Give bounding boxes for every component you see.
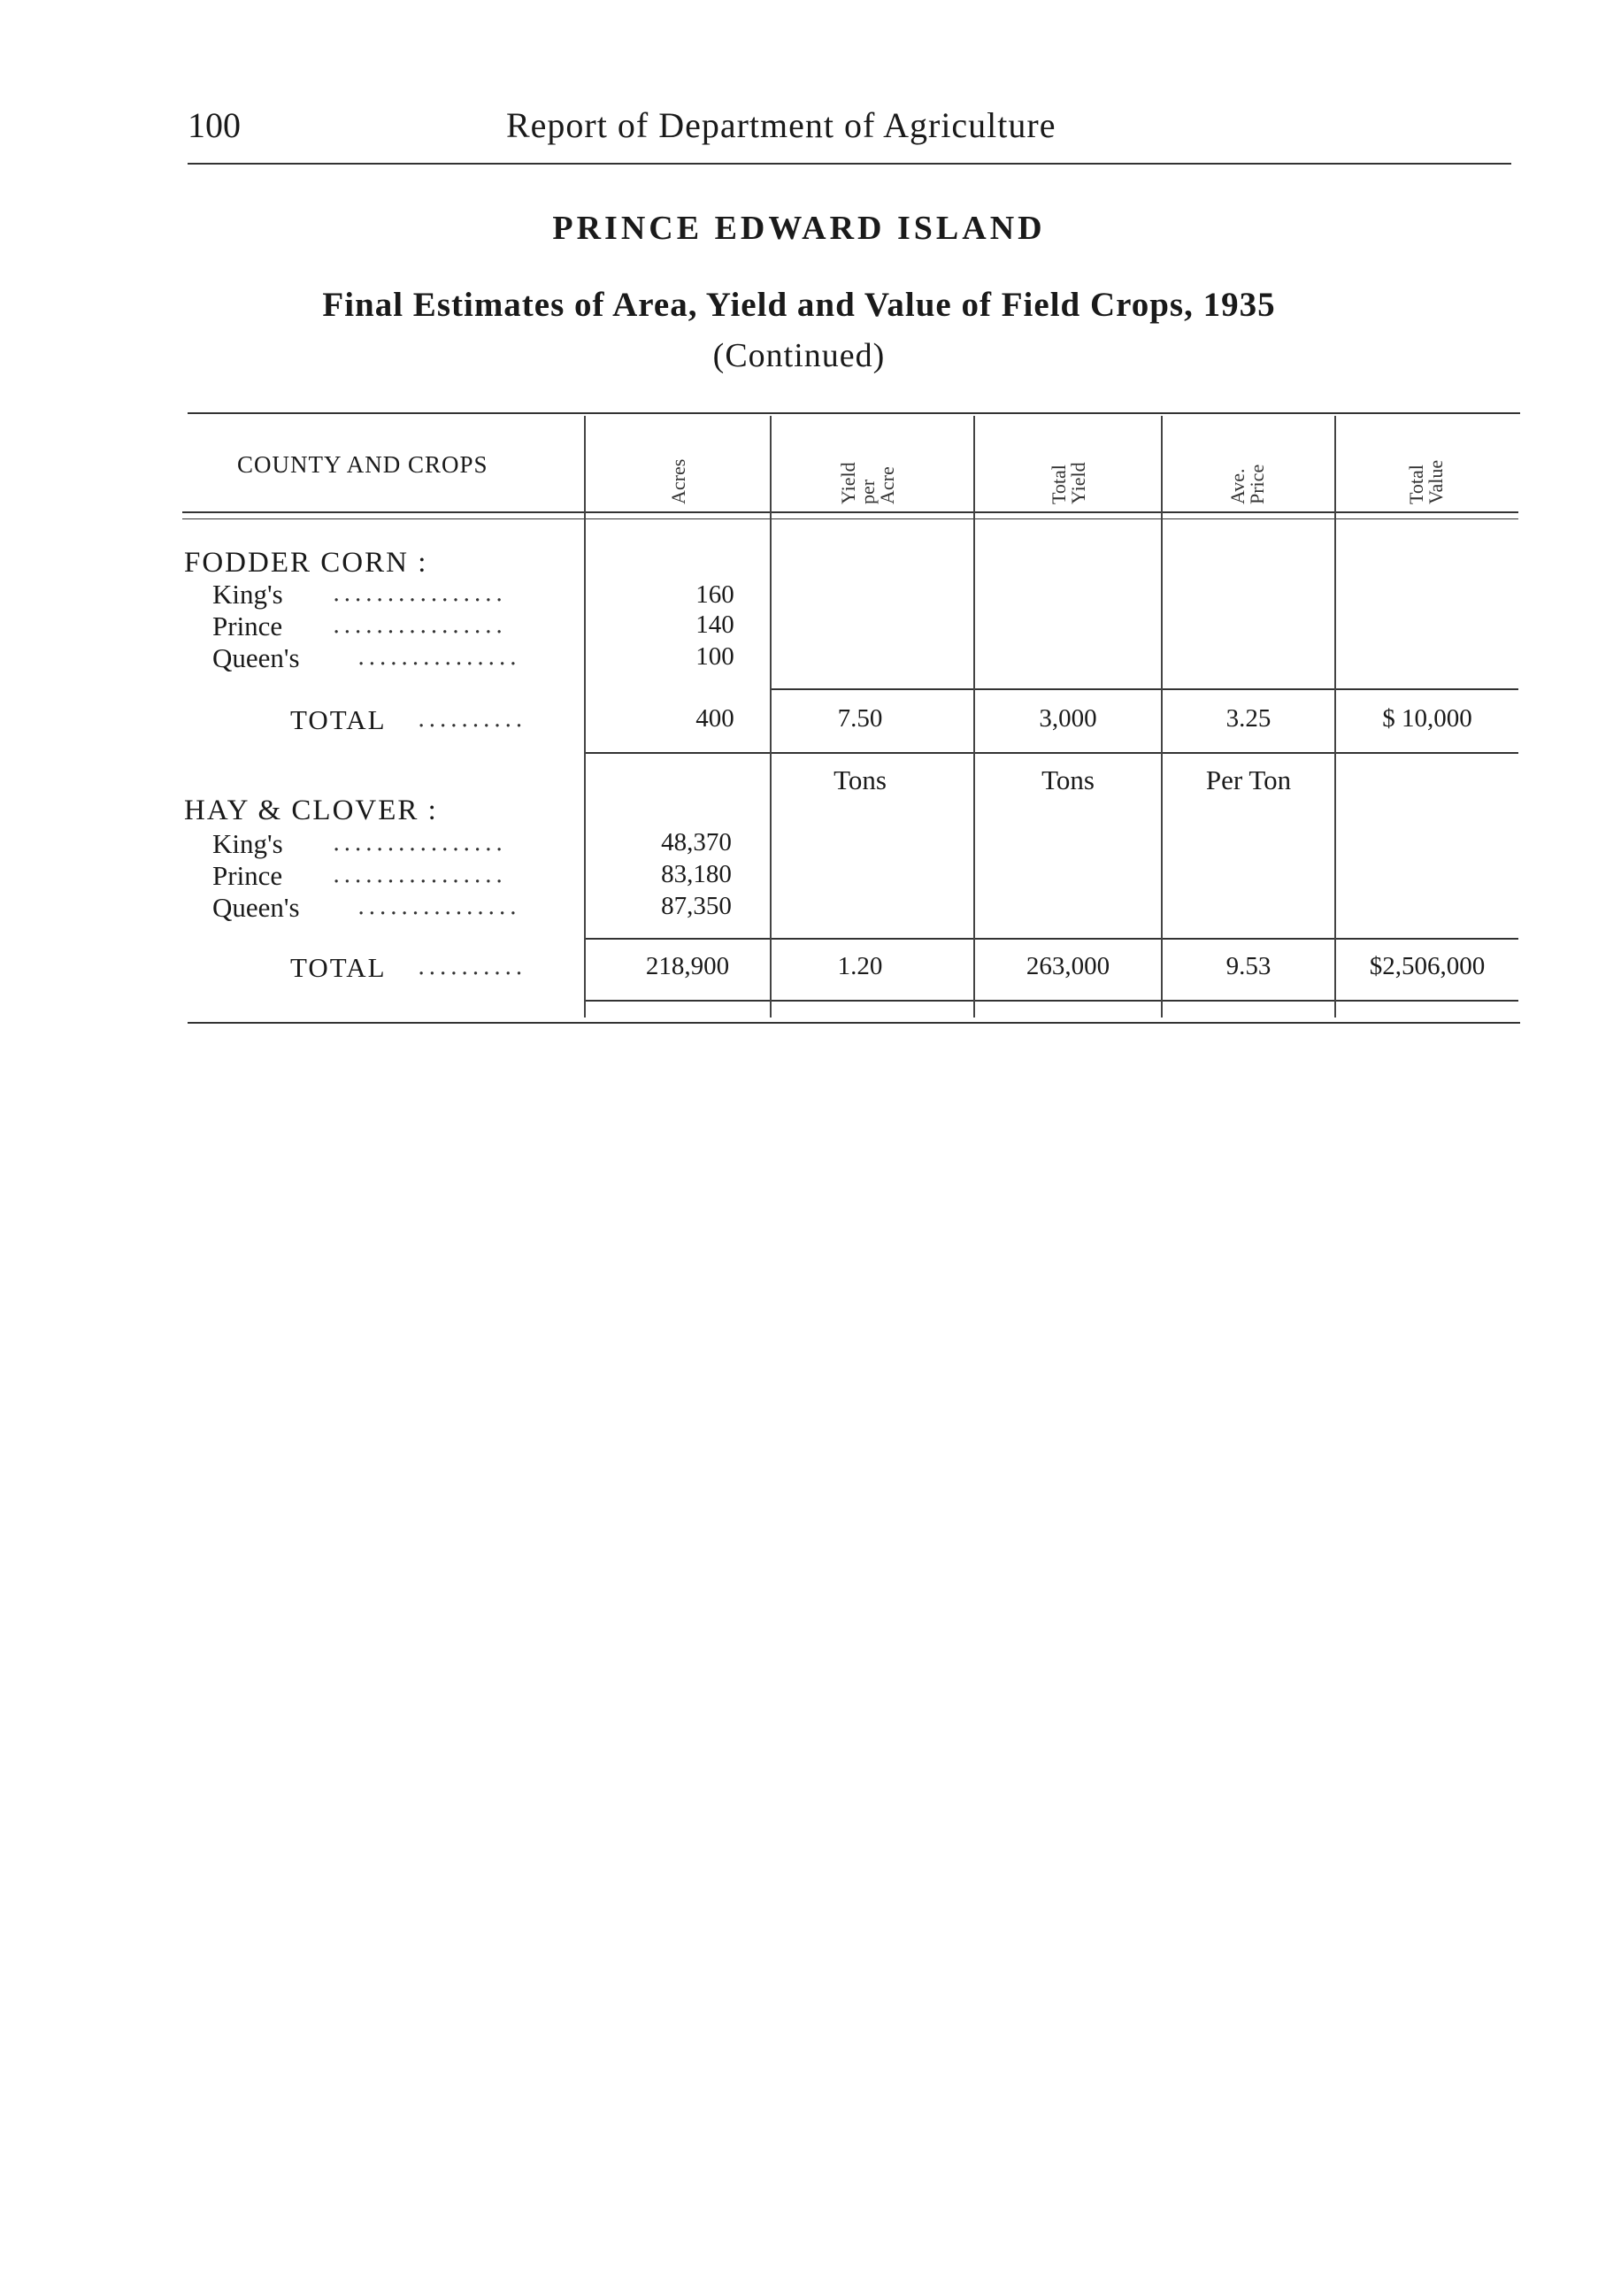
table-top-rule: [188, 412, 1520, 414]
table-title: Final Estimates of Area, Yield and Value of Field Crops, 1935: [322, 286, 1276, 324]
unit-price: Per Ton: [1205, 764, 1292, 795]
county-label: Prince: [212, 860, 283, 891]
acres-value: 87,350: [661, 892, 732, 920]
acres-value: 100: [695, 642, 734, 671]
leader-dots: ...............: [357, 644, 520, 671]
fodder-subtotal-rule: [770, 688, 1518, 690]
total-label: TOTAL: [290, 952, 387, 983]
yield-per-acre: 1.20: [837, 952, 883, 980]
table-subtitle: (Continued): [712, 337, 886, 374]
leader-dots: ................: [333, 830, 507, 856]
unit-yield: Tons: [834, 764, 887, 795]
col-header-total-yield: Total Yield: [1048, 462, 1089, 504]
county-label: King's: [212, 579, 283, 610]
average-price: 3.25: [1225, 704, 1271, 733]
header-bottom-rule-2: [182, 518, 1518, 519]
acres-total: 218,900: [645, 952, 730, 980]
total-value: $2,506,000: [1369, 952, 1486, 980]
leader-dots: ................: [333, 612, 507, 639]
average-price: 9.53: [1225, 952, 1271, 980]
col-header-acres: Acres: [667, 458, 689, 504]
total-yield: 3,000: [1039, 704, 1097, 733]
county-label: Queen's: [212, 642, 300, 673]
total-label: TOTAL: [290, 704, 387, 735]
running-title: Report of Department of Agriculture: [506, 105, 1056, 145]
county-label: Queen's: [212, 892, 300, 923]
leader-dots: ...............: [357, 894, 520, 920]
total-yield: 263,000: [1026, 952, 1110, 980]
county-label: King's: [212, 828, 283, 859]
leader-dots: ................: [333, 862, 507, 888]
col-header-price: Ave. Price: [1226, 464, 1268, 504]
leader-dots: ................: [333, 580, 507, 607]
acres-value: 160: [695, 580, 734, 609]
fodder-total-rule: [584, 752, 1518, 754]
acres-total: 400: [695, 704, 734, 733]
col-header-county: COUNTY AND CROPS: [237, 451, 488, 478]
leader-dots: ..........: [418, 706, 526, 733]
leader-dots: ..........: [418, 954, 526, 980]
province-title: PRINCE EDWARD ISLAND: [552, 210, 1046, 247]
col-header-total-value: Total Value: [1405, 459, 1447, 504]
acres-value: 140: [695, 610, 734, 639]
unit-total-yield: Tons: [1041, 764, 1095, 795]
section-hay-clover: HAY & CLOVER :: [184, 795, 438, 826]
header-rule: [188, 163, 1511, 165]
yield-per-acre: 7.50: [837, 704, 883, 733]
county-label: Prince: [212, 610, 283, 641]
col-header-yield: Yield per Acre: [837, 462, 898, 504]
acres-value: 83,180: [661, 860, 732, 888]
header-bottom-rule: [182, 511, 1518, 513]
hay-total-rule: [584, 1000, 1518, 1002]
acres-value: 48,370: [661, 828, 732, 856]
total-value: $ 10,000: [1382, 704, 1472, 733]
table-bottom-rule: [188, 1022, 1520, 1024]
hay-subtotal-rule: [584, 938, 1518, 940]
section-fodder-corn: FODDER CORN :: [184, 547, 428, 579]
page-number: 100: [188, 105, 241, 145]
